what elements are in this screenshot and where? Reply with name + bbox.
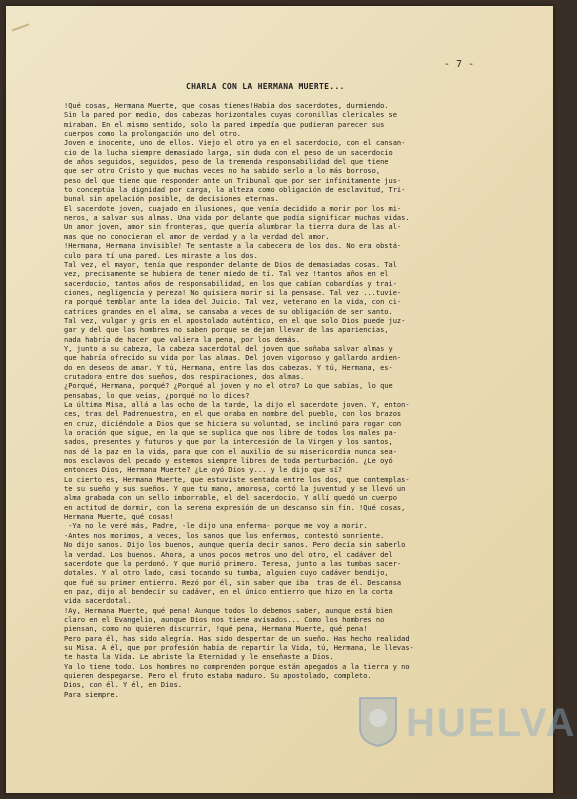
text-line: gar y del que los hombres no saben porque se dejan llevar de las apariencias, bbox=[64, 326, 389, 335]
text-line: te su sueño y sus sueños. Y que tu mano, amorosa, cortó la juventud y se llevó un bbox=[64, 485, 406, 494]
text-line: mas que no conocieran el amor de verdad y a la verdad del amor. bbox=[64, 232, 330, 241]
text-line: dotales. Y al otro lado, casi tocando su tumba, alguien cuyo cadáver bendijo, bbox=[64, 569, 389, 578]
text-line: Tal vez, el mayor, tenía que responder delante de Dios de demasiadas cosas. Tal bbox=[64, 260, 397, 269]
text-line: entonces Dios, Hermana Muerte? ¿Le oyó Dios y... y le dijo que sí? bbox=[64, 466, 343, 475]
text-line: vida sacerdotal. bbox=[64, 597, 132, 606]
text-line: culo para tí una pared. Les miraste a los dos. bbox=[64, 251, 258, 260]
text-line: sados, presentes y futuros y que por la intercesión de la Virgen y los santos, bbox=[64, 438, 393, 447]
text-line: ra porqué temblar ante la idea del Juicio. Tal vez, veterano en la vida, con ci- bbox=[64, 298, 402, 307]
text-line: piensan, como no quieren discurrir, !qué pena, Hermana Muerte, qué pena! bbox=[64, 625, 368, 634]
text-line: peso del que tiene que responder ante un Tribunal que por ser infinitamente jus- bbox=[64, 176, 402, 185]
text-line: neros, a salvar sus almas. Una vida por delante que podía significar muchas vidas. bbox=[64, 214, 410, 223]
text-line: -Antes nos morimos, a veces, los sanos que los enfermos, contestó sonriente. bbox=[64, 531, 385, 540]
text-line: claro en el Evangelio, aunque Dios nos tiene avisados... Como los hombres no bbox=[64, 615, 385, 624]
text-line: bunal sin apelación posible, de decisiones eternas. bbox=[64, 195, 279, 204]
document-body bbox=[64, 102, 494, 700]
text-line: El sacerdote joven, cuajado en ilusiones, que venía decidido a morir por los mi- bbox=[64, 204, 402, 213]
text-line: No dijo sanos. Dijo los buenos, aunque quería decir sanos. Pero decía sin saberlo bbox=[64, 541, 406, 550]
text-line: sacerdote que la perdonó. Y que murió primero. Teresa, junto a las tumbas sacer- bbox=[64, 559, 402, 568]
document-title: CHARLA CON LA HERMANA MUERTE... bbox=[186, 82, 345, 91]
text-line: Dios, con él. Y él, en Dios. bbox=[64, 681, 183, 690]
text-line: Y, junto a su cabeza, la cabeza sacerdotal del joven que soñaba salvar almas y bbox=[64, 344, 393, 353]
text-line: vez, precisamente se hubiera de tener miedo de tí. Tal vez !tantos años en el bbox=[64, 270, 389, 279]
text-line: Pero para él, has sido alegría. Has sido despertar de un sueño. Has hecho realidad bbox=[64, 634, 410, 643]
text-line: cio de la lucha siempre demasiado larga, sin duda con el peso de un sacerdocio bbox=[64, 148, 393, 157]
text-line: Sin la pared por medio, dos cabezas horizontales cuyas coronillas clericales se bbox=[64, 111, 397, 120]
text-line: ¿Porqué, Hermana, porqué? ¿Porqué al joven y no el otro? Lo que sabías, lo que bbox=[64, 382, 393, 391]
text-line: que fué su primer entierro. Rezó por él, sin saber que iba tras de él. Descansa bbox=[64, 578, 402, 587]
text-line: pensabas, lo que veías, ¿porqué no lo dices? bbox=[64, 391, 250, 400]
paper-fold-mark bbox=[12, 23, 34, 44]
text-line: mos esclavos del pecado y estemos siempre libres de toda perturbación. ¿Le oyó bbox=[64, 457, 393, 466]
text-line: que habría ofrecido su vida por las almas. Del joven vigoroso y gallardo ardien- bbox=[64, 354, 402, 363]
text-line: la oración que sigue, en la que se suplica que nos libre de todos los males pa- bbox=[64, 429, 397, 438]
text-line: alma grabada con un sello imborrable, el del sacerdocio. Y allí quedó un cuerpo bbox=[64, 494, 397, 503]
page-number: - 7 - bbox=[444, 59, 475, 70]
text-line: nada habría de hacer que valiera la pena, por los demás. bbox=[64, 335, 301, 344]
text-line: Hermana Muerte, qué cosas! bbox=[64, 513, 174, 522]
text-line: quieren despegarse. Pero el fruto estaba maduro. Su apostolado, completo. bbox=[64, 671, 372, 680]
text-line: miraban. En el mismo sentido, solo la pared impedía que pudieran parecer sus bbox=[64, 120, 385, 129]
text-line: Tal vez, vulgar y gris en el apostolado auténtico, en el que solo Dios puede juz- bbox=[64, 316, 406, 325]
text-line: La última Misa, allá a las ocho de la tarde, la dijo el sacerdote joven. Y, enton- bbox=[64, 401, 410, 409]
text-line: Un amor joven, amor sin fronteras, que quería alumbrar la tierra dura de las al- bbox=[64, 223, 402, 232]
text-line: to conceptúa la dignidad por carga, la alteza como obligación de esclavitud, Tri- bbox=[64, 186, 406, 195]
text-line: ciones, negligencia y pereza! No quisiera morir si la pensase. Tal vez ...tuvie- bbox=[64, 288, 402, 297]
text-line: crutadora entre dos sueños, dos respiraciones, dos almas. bbox=[64, 372, 305, 381]
text-line: su Misa. A él, que por profesión había de repartir la Vida, tú, Hermana, le llevas- bbox=[64, 643, 414, 652]
archive-watermark: HUELVA bbox=[406, 701, 577, 745]
text-line: catrices grandes en el alma, se cansaba a veces de su obligación de ser santo. bbox=[64, 307, 393, 316]
text-line: sacerdocio, tantos años de responsabilidad, en los que cabían cobardías y trai- bbox=[64, 279, 397, 288]
text-line: en cruz, diciéndole a Dios que se hiciera su voluntad, se inclinó para rogar con bbox=[64, 419, 402, 428]
text-line: ces, tras del Padrenuestro, en el que oraba en nombre del pueblo, con los brazos bbox=[64, 410, 402, 419]
text-line: Para siempre. bbox=[64, 690, 119, 699]
text-line: te hasta la Vida. Le abriste la Eternidad y le enseñaste a Dios. bbox=[64, 653, 334, 662]
archive-seal-icon bbox=[356, 694, 400, 748]
text-line: de años seguidos, seguidos, peso de la tremenda responsabilidad del que tiene bbox=[64, 158, 389, 167]
text-line: en paz, dijo al bendecir su cadáver, en el único entierro que hizo en la corta bbox=[64, 587, 393, 596]
text-line: Lo cierto es, Hermana Muerte, que estuviste sentada entre los dos, que contemplas- bbox=[64, 475, 410, 484]
text-line: en actitud de dormir, con la serena expresión de un descanso sin fin. !Qué cosas, bbox=[64, 503, 406, 512]
text-line: !Hermana, Hermana invisible! Te sentaste a la cabecera de los dos. No era obstá- bbox=[64, 242, 402, 251]
text-line: !Ay, Hermana Muerte, qué pena! Aunque todos lo debemos saber, aunque está bien bbox=[64, 606, 393, 615]
text-line: nos dé la paz en la vida, para que con el auxilio de su misericordia nunca sea- bbox=[64, 447, 397, 456]
text-line: do en deseos de amar. Y tú, Hermana, entre las dos cabezas. Y tú, Hermana, es- bbox=[64, 363, 393, 372]
text-line: -Ya no le veré más, Padre, -le dijo una enferma- porque me voy a morir. bbox=[64, 522, 368, 531]
text-line: !Qué cosas, Hermana Muerte, que cosas tienes!Había dos sacerdotes, durmiendo. bbox=[64, 102, 389, 110]
text-line: cuerpos como la prolongación uno del otro. bbox=[64, 130, 242, 139]
text-line: la verdad. Los buenos. Ahora, a unos pocos metros uno del otro, el cadáver del bbox=[64, 550, 393, 559]
text-line: Ya lo tiene todo. Los hombres no comprenden porque están apegados a la tierra y no bbox=[64, 662, 410, 671]
text-line: que ser otro Cristo y que muchas veces no ha sabido serlo a lo más borroso, bbox=[64, 167, 381, 176]
text-line: Joven e inocente, uno de ellos. Viejo el otro ya en el sacerdocio, con el cansan- bbox=[64, 139, 406, 148]
document-page bbox=[6, 6, 577, 793]
